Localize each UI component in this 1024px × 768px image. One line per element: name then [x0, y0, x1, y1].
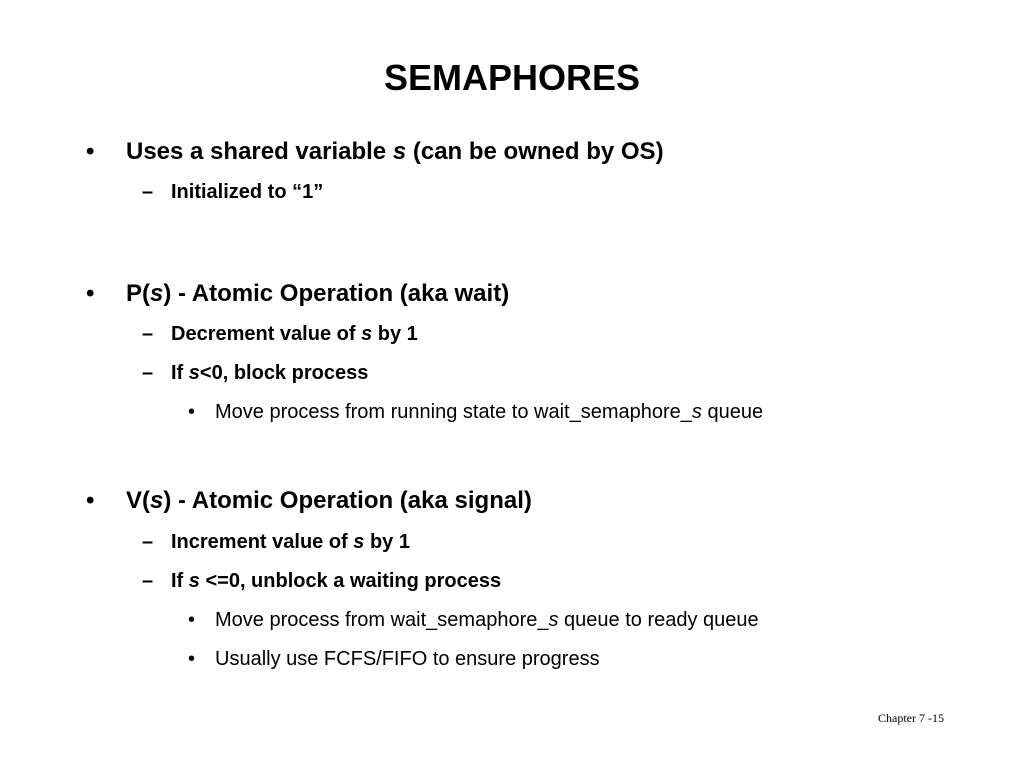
- variable-s: s: [361, 323, 373, 345]
- sub-bullet-text: If: [171, 362, 189, 384]
- sub-bullet-text: Initialized to “1”: [171, 181, 324, 203]
- sub-sub-bullet-text-rest: queue: [701, 401, 764, 423]
- bullet-marker: •: [86, 487, 95, 514]
- variable-s: s: [188, 570, 200, 592]
- dash-marker: –: [142, 323, 154, 345]
- variable-s: s: [548, 609, 559, 631]
- bullet-p-operation: [126, 278, 509, 310]
- sub-bullet-text: If: [171, 570, 189, 592]
- sub-bullet-text-rest: by 1: [372, 323, 418, 345]
- variable-s: s: [188, 362, 200, 384]
- sub-bullet-text: Increment value of: [171, 531, 354, 553]
- sub-bullet-unblock: [171, 567, 501, 595]
- bullet-v-operation: [126, 485, 532, 517]
- sub-sub-bullet-text: Usually use FCFS/FIFO to ensure progress: [215, 648, 600, 670]
- variable-s: s: [691, 401, 702, 423]
- variable-s: s: [392, 138, 407, 165]
- slide-title: SEMAPHORES: [383, 57, 641, 98]
- bullet-marker: •: [86, 138, 95, 165]
- sub-bullet-text-rest: <=0, unblock a waiting process: [199, 570, 502, 592]
- sub-bullet-text: Decrement value of: [171, 323, 362, 345]
- variable-s: s: [353, 531, 365, 553]
- bullet-text-rest: ) - Atomic Operation (aka wait): [163, 280, 510, 307]
- dash-marker: –: [142, 362, 154, 384]
- bullet-text-rest: ) - Atomic Operation (aka signal): [163, 487, 532, 514]
- sub-sub-bullet-move-to-ready: [215, 606, 759, 634]
- bullet-text: Uses a shared variable: [126, 138, 393, 165]
- slide-footer-page-number: Chapter 7 -15: [878, 711, 944, 725]
- bullet-shared-variable: [126, 136, 664, 168]
- bullet-marker: •: [188, 648, 196, 670]
- sub-bullet-text-rest: by 1: [364, 531, 410, 553]
- bullet-text: V(: [126, 487, 150, 514]
- variable-s: s: [150, 487, 164, 514]
- sub-bullet-decrement: [171, 320, 418, 348]
- dash-marker: –: [142, 531, 154, 553]
- bullet-text: P(: [126, 280, 150, 307]
- sub-bullet-text-rest: <0, block process: [199, 362, 369, 384]
- bullet-text-rest: (can be owned by OS): [406, 138, 664, 165]
- dash-marker: –: [142, 570, 154, 592]
- sub-sub-bullet-move-to-wait: [215, 398, 763, 426]
- bullet-marker: •: [188, 401, 196, 423]
- sub-sub-bullet-text-rest: queue to ready queue: [558, 609, 759, 631]
- sub-bullet-initialized: [171, 178, 323, 206]
- bullet-marker: •: [86, 280, 95, 307]
- sub-sub-bullet-fcfs: [215, 645, 600, 673]
- dash-marker: –: [142, 181, 154, 203]
- sub-bullet-increment: [171, 528, 410, 556]
- bullet-marker: •: [188, 609, 196, 631]
- sub-sub-bullet-text: Move process from running state to wait_semaphore_: [215, 401, 692, 423]
- sub-sub-bullet-text: Move process from wait_semaphore_: [215, 609, 549, 631]
- sub-bullet-block-process: [171, 359, 368, 387]
- variable-s: s: [150, 280, 164, 307]
